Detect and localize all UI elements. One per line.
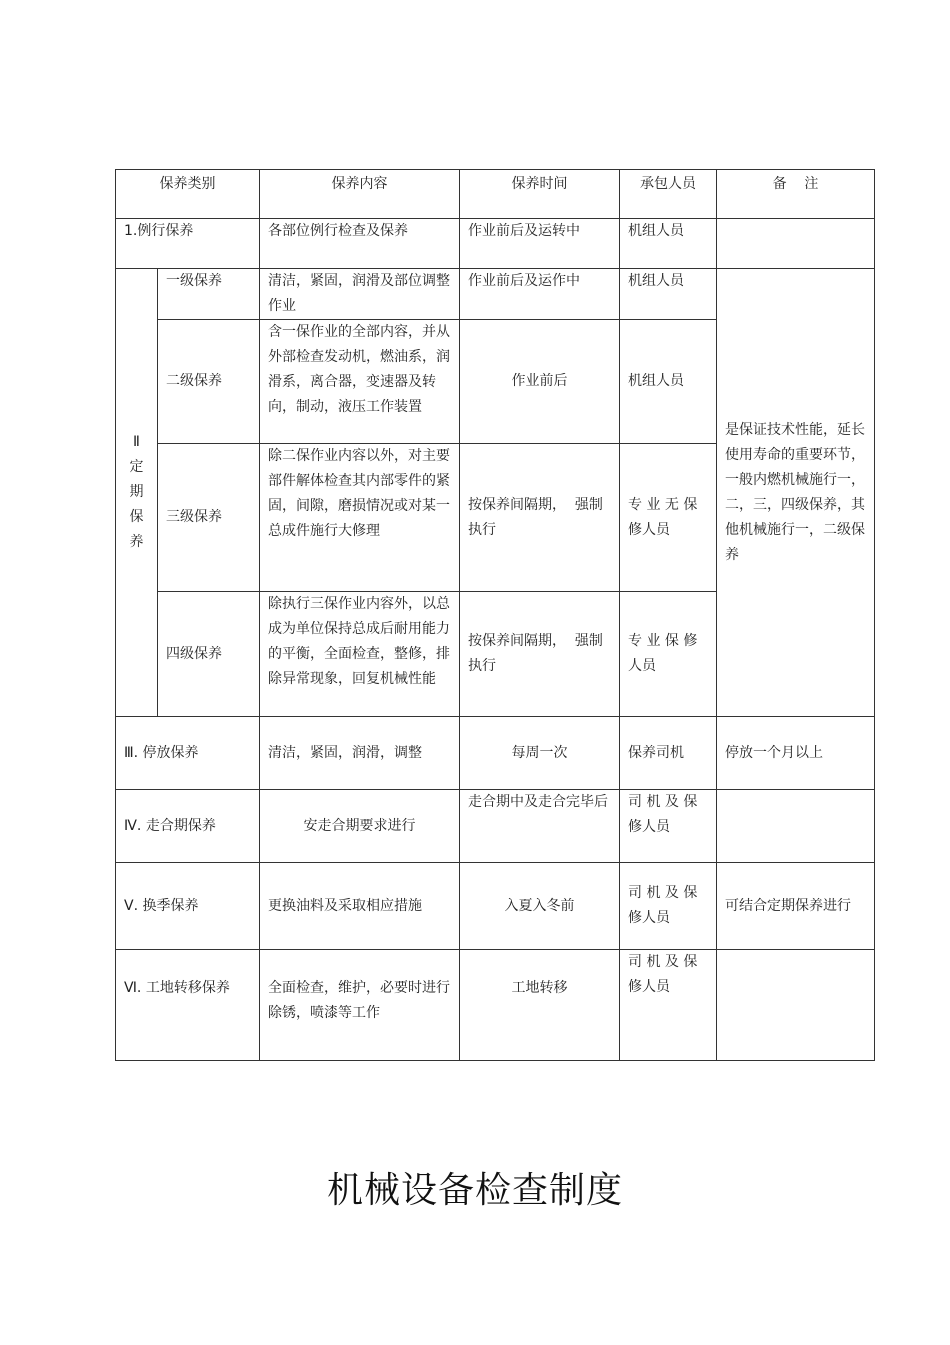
level-4-personnel: 专 业 保 修人员 [620,592,717,717]
run-in-personnel: 司 机 及 保修人员 [620,790,717,863]
periodic-group-char: 保 [129,509,144,525]
parking-content: 清洁，紧固，润滑，调整 [260,717,460,790]
header-content: 保养内容 [260,170,460,219]
table-row-run-in [116,790,875,863]
level-2-time: 作业前后 [460,320,620,444]
routine-content: 各部位例行检查及保养 [260,219,460,269]
run-in-time: 走合期中及走合完毕后 [460,790,620,863]
periodic-group-char: 养 [129,534,144,550]
level-2-content: 含一保作业的全部内容，并从外部检查发动机，燃油系，润滑系，离合器，变速器及转向，制动，液压工作装置 [260,320,460,444]
parking-time: 每周一次 [460,717,620,790]
periodic-group-numeral: Ⅱ [133,434,140,450]
run-in-category: Ⅳ. 走合期保养 [116,790,260,863]
level-3-time: 按保养间隔期， 强制执行 [460,444,620,592]
seasonal-time: 入夏入冬前 [460,863,620,950]
level-3-content: 除二保作业内容以外，对主要部件解体检查其内部零件的紧固，间隙，磨损情况或对某一总成件施行大修理 [260,444,460,592]
level-3-category: 三级保养 [158,444,260,592]
table-row-seasonal [116,863,875,950]
parking-category: Ⅲ. 停放保养 [116,717,260,790]
document-title: 机械设备检查制度 [326,1170,623,1211]
seasonal-content: 更换油料及采取相应措施 [260,863,460,950]
header-personnel: 承包人员 [620,170,717,219]
periodic-group-label [116,269,158,717]
seasonal-category: Ⅴ. 换季保养 [116,863,260,950]
routine-time: 作业前后及运转中 [460,219,620,269]
routine-remarks [717,219,875,269]
maintenance-table [115,169,875,1061]
periodic-remarks: 是保证技术性能，延长使用寿命的重要环节，一般内燃机械施行一，二，三，四级保养，其他机械施行一，二级保养 [717,269,875,717]
level-1-category: 一级保养 [158,269,260,320]
level-4-category: 四级保养 [158,592,260,717]
level-1-content: 清洁，紧固，润滑及部位调整作业 [260,269,460,320]
parking-remarks: 停放一个月以上 [717,717,875,790]
level-1-personnel: 机组人员 [620,269,717,320]
periodic-group-char: 期 [129,484,144,500]
site-transfer-time: 工地转移 [460,950,620,1061]
site-transfer-personnel: 司 机 及 保修人员 [620,950,717,1061]
header-remarks: 备 注 [717,170,875,219]
run-in-remarks [717,790,875,863]
level-2-category: 二级保养 [158,320,260,444]
level-4-time: 按保养间隔期， 强制执行 [460,592,620,717]
header-time: 保养时间 [460,170,620,219]
site-transfer-content: 全面检查，维护，必要时进行除锈，喷漆等工作 [260,950,460,1061]
level-2-personnel: 机组人员 [620,320,717,444]
seasonal-remarks: 可结合定期保养进行 [717,863,875,950]
table-row-site-transfer [116,950,875,1061]
parking-personnel: 保养司机 [620,717,717,790]
table-row-level-1 [116,269,875,320]
level-3-personnel: 专 业 无 保修人员 [620,444,717,592]
run-in-content: 安走合期要求进行 [260,790,460,863]
seasonal-personnel: 司 机 及 保修人员 [620,863,717,950]
routine-category: 1.例行保养 [116,219,260,269]
routine-personnel: 机组人员 [620,219,717,269]
level-4-content: 除执行三保作业内容外，以总成为单位保持总成后耐用能力的平衡，全面检查，整修，排除异常现象，回复机械性能 [260,592,460,717]
site-transfer-remarks [717,950,875,1061]
table-header-row [116,170,875,219]
table-row-parking [116,717,875,790]
site-transfer-category: Ⅵ. 工地转移保养 [116,950,260,1061]
periodic-group-char: 定 [129,459,144,475]
level-1-time: 作业前后及运作中 [460,269,620,320]
table-row-routine [116,219,875,269]
header-category: 保养类别 [116,170,260,219]
